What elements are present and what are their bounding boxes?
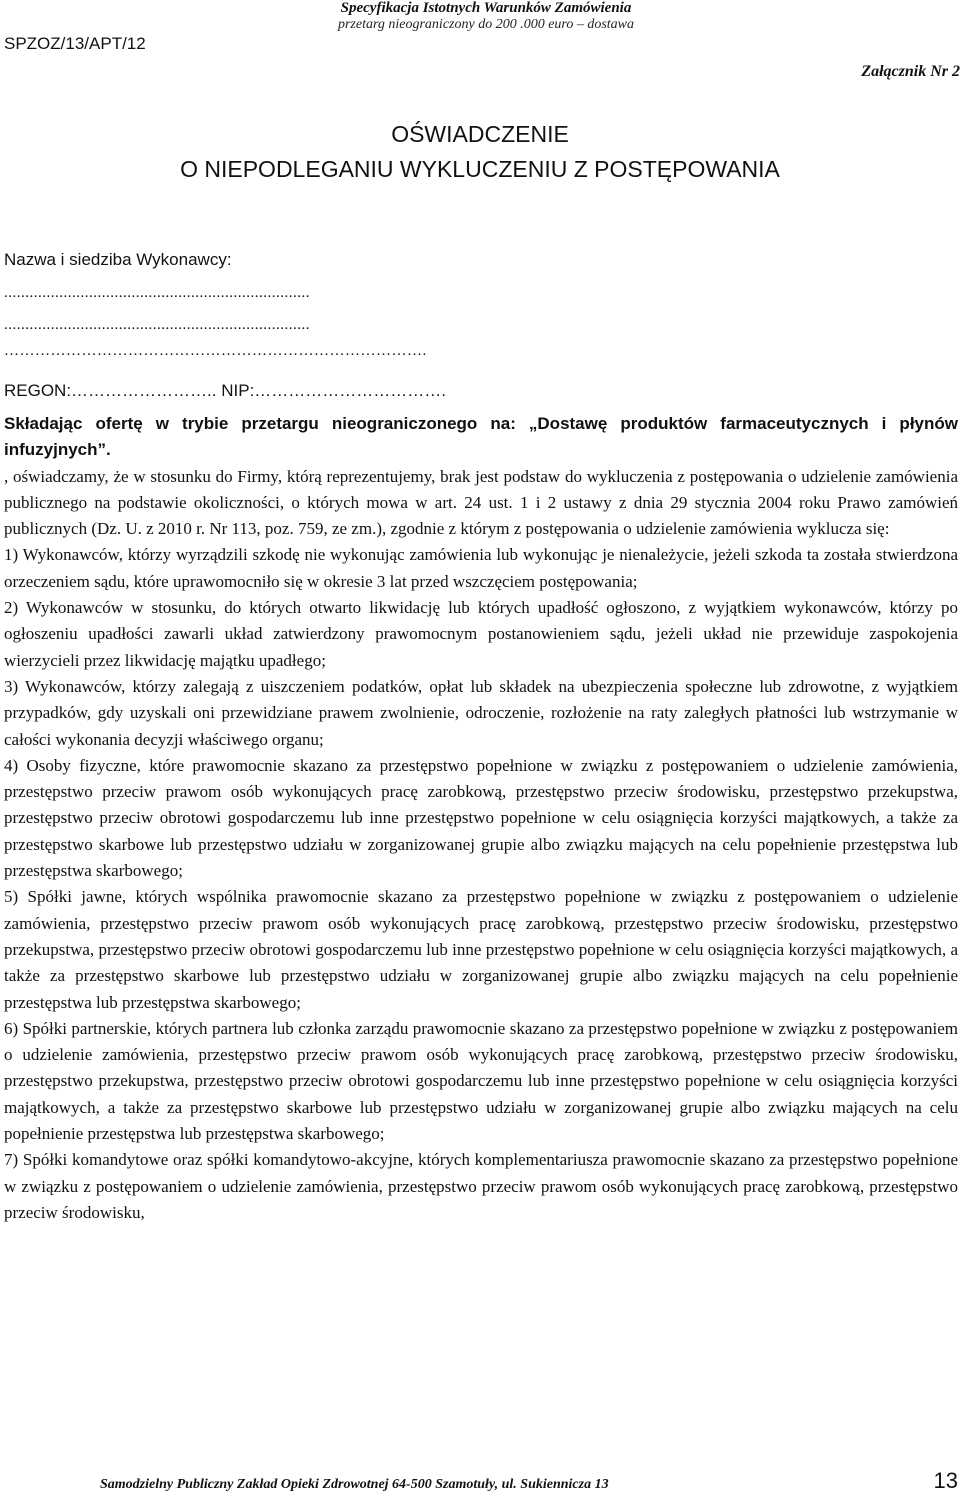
exclusion-item-3: 3) Wykonawców, którzy zalegają z uiszczeniem podatków, opłat lub składek na ubezpieczenia społeczne lub zdrowotne, z wyjątkiem przypadków, gdy uzyskali oni przewidziane prawem zwolnienie, odroczenie, rozłożenie na raty zaległych płatności lub wstrzymanie w całości wykonania decyzji właściwego organu; <box>4 676 958 749</box>
contractor-name-fill-line-3: ………………………………………………………………………. <box>4 343 427 359</box>
attachment-number: Załącznik Nr 2 <box>861 63 960 80</box>
exclusion-item-6: 6) Spółki partnerskie, których partnera lub członka zarządu prawomocnie skazano za przestępstwo popełnione w związku z postępowaniem o udzielenie zamówienia, przestępstwo przeciw prawom osób wykonujących pracę zarobkową, przestępstwo przeciw środowisku, przestępstwo przekupstwa, przestępstwo przeciw obrotowi gospodarczemu lub inne przestępstwo popełnione w celu osiągnięcia korzyści majątkowych, a także za przestępstwo skarbowe lub przestępstwo udziału w zorganizowanej grupie albo związku mających na celu popełnienie przestępstwa lub przestępstwa skarbowego; <box>4 1018 958 1144</box>
exclusion-item-2: 2) Wykonawców w stosunku, do których otwarto likwidację lub których upadłość ogłoszono, z wyjątkiem wykonawców, którzy po ogłoszeniu upadłości zawarli układ zatwierdzony prawomocnym postanowieniem sądu, jeżeli układ nie przewiduje zaspokojenia wierzycieli przez likwidację majątku upadłego; <box>4 598 958 670</box>
footer-institution: Samodzielny Publiczny Zakład Opieki Zdrowotnej 64-500 Szamotuły, ul. Sukiennicza 13 <box>100 1477 609 1492</box>
exclusion-item-5: 5) Spółki jawne, których wspólnika prawomocnie skazano za przestępstwo popełnione w związku z postępowaniem o udzielenie zamówienia, przestępstwo przeciw prawom osób wykonujących pracę zarobkową, przestępstwo przeciw środowisku, przestępstwo przekupstwa, przestępstwo przeciw obrotowi gospodarczemu lub inne przestępstwo popełnione w celu osiągnięcia korzyści majątkowych, a także za przestępstwo skarbowe lub przestępstwo udziału w zorganizowanej grupie albo związku mających na celu popełnienie przestępstwa lub przestępstwa skarbowego; <box>4 887 958 1012</box>
document-reference: SPZOZ/13/APT/12 <box>4 34 146 53</box>
page-number: 13 <box>933 1468 958 1493</box>
regon-nip-line: REGON:…………………….. NIP:……………………………. <box>4 381 447 400</box>
declaration-title: OŚWIADCZENIE <box>391 121 569 147</box>
spec-subtitle: przetarg nieograniczony do 200 .000 euro – dostawa <box>337 17 635 32</box>
declaration-statement: , oświadczamy, że w stosunku do Firmy, którą reprezentujemy, brak jest podstaw do wykluczenia z postępowania o udzielenie zamówienia publicznego na podstawie okoliczności, o których mowa w art. 24 ust. 1 i 2 ustawy z dnia 29 stycznia 2004 roku Prawo zamówień publicznych (Dz. U. z 2010 r. Nr 113, poz. 759, ze zm.), zgodnie z którym z postępowania o udzielenie zamówienia wyklucza się: <box>4 466 958 539</box>
declaration-subtitle: O NIEPODLEGANIU WYKLUCZENIU Z POSTĘPOWANIA <box>180 156 780 182</box>
contractor-name-fill-line-1: ........................................................................ <box>4 285 310 301</box>
exclusion-item-1: 1) Wykonawców, którzy wyrządzili szkodę nie wykonując zamówienia lub wykonując je nienależycie, jeżeli szkoda ta została stwierdzona orzeczeniem sądu, które uprawomocniło się w okresie 3 lat przed wszczęciem postępowania; <box>4 545 958 591</box>
exclusion-item-4: 4) Osoby fizyczne, które prawomocnie skazano za przestępstwo popełnione w związku z postępowaniem o udzielenie zamówienia, przestępstwo przeciw prawom osób wykonujących pracę zarobkową, przestępstwo przeciw środowisku, przestępstwo przekupstwa, przestępstwo przeciw obrotowi gospodarczemu lub inne przestępstwo popełnione w celu osiągnięcia korzyści majątkowych, a także za przestępstwo skarbowe lub przestępstwo udziału w zorganizowanej grupie albo związku mających na celu popełnienie przestępstwa lub przestępstwa skarbowego; <box>4 755 958 881</box>
spec-title: Specyfikacja Istotnych Warunków Zamówienia <box>340 0 632 16</box>
tender-intro: Składając ofertę w trybie przetargu nieograniczonego na: „Dostawę produktów farmaceutycznych i płynów infuzyjnych”. <box>4 414 958 460</box>
contractor-name-fill-line-2: ........................................................................ <box>4 317 310 333</box>
contractor-name-label: Nazwa i siedziba Wykonawcy: <box>4 250 232 269</box>
exclusion-item-7: 7) Spółki komandytowe oraz spółki komandytowo-akcyjne, których komplementariusza prawomocnie skazano za przestępstwo popełnione w związku z postępowaniem o udzielenie zamówienia, przestępstwo przeciw prawom osób wykonujących pracę zarobkową, przestępstwo przeciw środowisku, <box>4 1150 958 1222</box>
declaration-body <box>4 411 958 1226</box>
